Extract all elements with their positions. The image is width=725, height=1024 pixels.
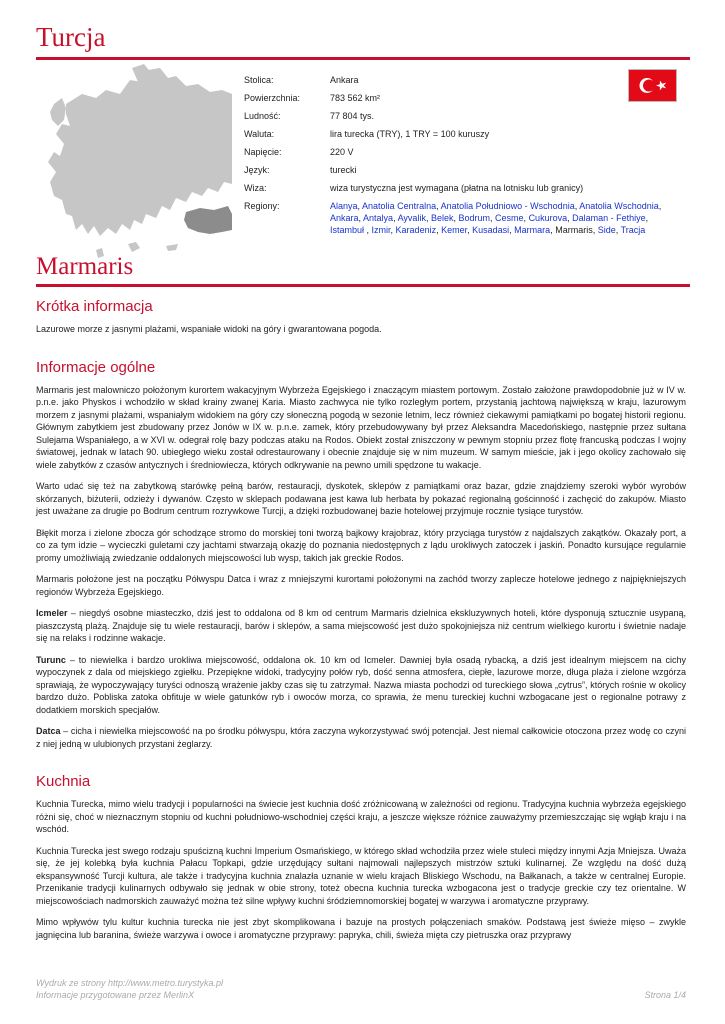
info-row-population <box>244 110 684 122</box>
region-link[interactable]: Ankara <box>330 213 359 223</box>
datca-text: – cicha i niewielka miejscowość na po środku półwyspu, która zaczyna wykorzystywać swój potencjał. Jest niemal całkowicie otoczona przez wodę co czyni z niej jedną w ulubionych przystani żeglarzy. <box>36 726 686 749</box>
info-row-language <box>244 164 684 176</box>
section-heading-kitchen: Kuchnia <box>36 773 91 790</box>
region-link[interactable]: Cesme <box>495 213 524 223</box>
general-paragraph: Warto udać się też na zabytkową starówkę pełną barów, restauracji, dyskotek, sklepów z pamiątkami oraz bazar, gdzie znajdziemy szeroki wybór wyrobów skórzanych, biżuterii, odzieży i dywanów. Często w sklepach podawana jest kawa lub herbata by pokazać regionalną gościnność i zachęcić do zakupów. Miasto jest uważane za drugie po Bodrum centrum rozrywkowe Turcji, a dzięki rozbudowanej bazie hotelowej przyjmuje rocznie tysiące turystów. <box>36 481 686 516</box>
region-link[interactable]: Cukurova <box>528 213 568 223</box>
info-value: wiza turystyczna jest wymagana (płatna na lotnisku lub granicy) <box>330 183 584 193</box>
icmeler-paragraph <box>36 607 686 645</box>
term-turunc: Turunc <box>36 654 66 665</box>
region-link[interactable]: Ayvalik <box>397 213 426 223</box>
region-link[interactable]: Anatolia Centralna <box>362 201 437 211</box>
region-link[interactable]: Dalaman - Fethiye <box>572 213 646 223</box>
info-value: 77 804 tys. <box>330 111 375 121</box>
info-row-voltage <box>244 146 684 158</box>
info-key: Wiza: <box>244 183 267 193</box>
info-key: Powierzchnia: <box>244 93 301 103</box>
page-footer <box>36 977 686 1001</box>
region-link[interactable]: Belek <box>430 213 454 223</box>
info-key: Język: <box>244 165 270 175</box>
section-heading-short: Krótka informacja <box>36 298 153 315</box>
info-value: 220 V <box>330 147 354 157</box>
kitchen-paragraph: Kuchnia Turecka, mimo wielu tradycji i popularności na świecie jest kuchnia dość zróżnicowaną w zależności od regionu. Tradycyjna kuchnia wybrzeża egejskiego różni się, choć w nieznacznym stopniu od kuchni południowo-wschodniej części kraju, a jeszcze większe różnice zauważymy przemieszczając się wgłąb kraju i na wschód. <box>36 799 686 834</box>
footer-prepared-by: Informacje przygotowane przez MerlinX <box>36 990 195 1000</box>
info-value: turecki <box>330 165 357 175</box>
region-link[interactable]: Marmara <box>514 225 551 235</box>
region-link[interactable]: Anatolia Południowo - Wschodnia <box>440 201 575 211</box>
footer-source: Wydruk ze strony http://www.metro.turystyka.pl <box>36 978 224 988</box>
regions-list: Alanya, Anatolia Centralna, Anatolia Południowo - Wschodnia, Anatolia Wschodnia, Ankara, Antalya, Ayvalik, Belek, Bodrum, Cesme, Cukurova, Dalaman - Fethiye, Istambuł , Izmir, Karadeniz, Kemer, Kusadasi, Marmara, Marmaris, Side, Tracja <box>330 201 662 235</box>
region-link[interactable]: Antalya <box>363 213 394 223</box>
section-heading-general: Informacje ogólne <box>36 358 156 376</box>
city-title: Marmaris <box>36 253 134 280</box>
region-link[interactable]: Side <box>597 225 616 235</box>
info-value: lira turecka (TRY), 1 TRY = 100 kuruszy <box>330 129 490 139</box>
country-info-table <box>244 74 684 242</box>
icmeler-text: – niegdyś osobne miasteczko, dziś jest to oddalona od 8 km od centrum Marmaris dzielnica ekskluzywnych hoteli, które dysponują sztucznie usypaną, piaszczystą plażą. Znajduje się tu wiele restauracji, barów i sklepów, a sama miejscowość jest dużo spokojniejsza niż centrum wielkiego kurortu i świetnie nadaje się na relaks i rodzinne wakacje. <box>36 608 686 643</box>
kitchen-paragraph: Mimo wpływów tylu kultur kuchnia turecka nie jest zbyt skomplikowana i bazuje na prostych połączeniach smaków. Podstawą jest świeże mięso – zwykle jagnięcina lub baranina, świeże warzywa i owoce i aromatyczne przyprawy: papryka, chili, świeża mięta czy pietruszka oraz przyprawy <box>36 917 686 940</box>
term-icmeler: Icmeler <box>36 608 68 618</box>
turunc-text: – to niewielka i bardzo urokliwa miejscowość, oddalona ok. 10 km od Icmeler. Dawniej była osadą rybacką, a dziś jest idealnym miejscem na cichy wypoczynek z dala od miejskiego zgiełku. Przepiękne widoki, tradycyjny połów ryb, dość senna atmosfera, ciepłe, lazurowe morze, długa plaża i zielone wzgórza sprawiają, że wypoczywający turyści odnoszą wrażenie jakby czas się tu zatrzymał. Nazwa miasta pochodzi od tureckiego słowa „cytrus”, których rośnie w okolicy bardzo dużo. Pobliska zatoka obfituje w wiele gatunków ryb i owoców morza, co sprawia, że menu tureckiej kuchni wzbogacane jest o regionalne potrawy z dodatkiem morskich specjałów. <box>36 654 686 715</box>
crescent-star-icon <box>629 70 676 101</box>
info-key: Stolica: <box>244 75 274 85</box>
short-info-text: Lazurowe morze z jasnymi plażami, wspaniałe widoki na góry i gwarantowana pogoda. <box>36 324 382 334</box>
turkey-flag <box>628 69 677 102</box>
general-paragraph: Marmaris położone jest na początku Półwyspu Datca i wraz z mniejszymi kurortami położonymi na zachód tworzy zaplecze hotelowe jednego z najpiękniejszych regionów Wybrzeża Egejskiego. <box>36 574 686 597</box>
datca-paragraph <box>36 725 686 750</box>
info-value: 783 562 km² <box>330 93 381 103</box>
region-link[interactable]: Bodrum <box>458 213 491 223</box>
info-row-visa <box>244 182 684 194</box>
region-link[interactable]: Alanya <box>330 201 358 211</box>
general-paragraph: Błękit morza i zielone zbocza gór schodzące stromo do morskiej toni tworzą bajkowy krajobraz, który przyciąga turystów z najdalszych zakątków. Okazały port, a co za tym idzie – wycieczki guletami czy jachtami stwarzają okazję do poznania niedostępnych z lądu urokliwych zatoczek i jaskiń. Ponadto kursujące regularnie promy umożliwiają zwiedzanie oddalonych miejscowości lub wysp, takich jak greckie Rodos. <box>36 527 686 563</box>
region-link[interactable]: Izmir <box>371 225 391 235</box>
page-number: Strona 1/4 <box>644 990 686 1000</box>
info-row-area <box>244 92 684 104</box>
general-paragraph: Marmaris jest malowniczo położonym kurortem wakacyjnym Wybrzeża Egejskiego i znaczącym miastem portowym. Zostało założone prawdopodobnie już w IV w. p.n.e. jako Physkos i wchodziło w skład krainy zwanej Karia. Miasto zachwyca nie tylko rozległym portem, przystanią jachtową największą w kraju, lazurowym morzem z jasnymi plażami, wspaniałym widokiem na góry czy słoneczną pogodą w sezonie letnim, lecz również ciekawymi pamiątkami po bogatej historii regionu. Głównym zabytkiem jest zbudowany przez Jonów w IX w. p.n.e. zamek, który przebudowywany był przez Aleksandra Macedońskiego, następnie przez sułtana Sulejama Wspaniałego, a w XVI w. odegrał rolę bazy podczas ataku na Rodos. Obiekt został zniszczony w pewnym stopniu przez flotę francuską podczas I wojny światowej, jednak w latach 90. ubiegłego wieku został odrestaurowany i obecnie znajduje się w nim muzeum. W samym mieście, jak i jego okolicy zachowało się wiele zabytków z czasów antycznych i średniowiecza, których odkrywanie na pewno umili spędzone tu wakacje. <box>36 384 686 470</box>
region-link[interactable]: Kusadasi <box>472 225 510 235</box>
region-link[interactable]: Karadeniz <box>395 225 437 235</box>
kitchen-paragraph: Kuchnia Turecka jest swego rodzaju spuścizną kuchni Imperium Osmańskiego, w którego skład wchodziła przez wiele stuleci między innymi Azja Mniejsza. Uważa się, że jej kolebką była kuchnia Pałacu Topkapi, gdzie urzędujący sułtani najmowali najlepszych mistrzów sztuki kulinarnej. Ze względu na dość dużą ekspansywność Turcji kultura, ale także i tradycyjna kuchnia znalazła uznanie w wielu krajach Bliskiego Wschodu, na Bałkanach, a także w centralnej Europie. Przenikanie tradycji kulinarnych odbywało się jednak w obie strony, toteż obecna kuchnia turecka wzbogacona jest o tradycje greckie czy tez orientalne. W miejscowościach nadmorskich zauważyć można też silne wpływy kuchni śródziemnomorskiej bogatej w warzywa i aromatyczne przyprawy. <box>36 845 686 906</box>
main-content <box>36 298 686 950</box>
region-link[interactable]: Tracja <box>620 225 646 235</box>
region-current: Marmaris <box>555 225 593 235</box>
country-map <box>36 64 232 272</box>
turunc-paragraph <box>36 654 686 717</box>
info-key: Regiony: <box>244 201 280 211</box>
info-key: Napięcie: <box>244 147 282 157</box>
header-rule <box>36 57 690 60</box>
info-key: Ludność: <box>244 111 281 121</box>
info-row-regions <box>244 200 684 236</box>
city-rule <box>36 284 690 287</box>
info-row-currency <box>244 128 684 140</box>
region-link[interactable]: Istambuł <box>330 225 367 235</box>
info-key: Waluta: <box>244 129 275 139</box>
region-link[interactable]: Kemer <box>441 225 468 235</box>
info-value: Ankara <box>330 75 359 85</box>
country-title: Turcja <box>36 22 106 52</box>
term-datca: Datca <box>36 726 61 736</box>
info-row-capital <box>244 74 684 86</box>
region-link[interactable]: Anatolia Wschodnia <box>579 201 659 211</box>
